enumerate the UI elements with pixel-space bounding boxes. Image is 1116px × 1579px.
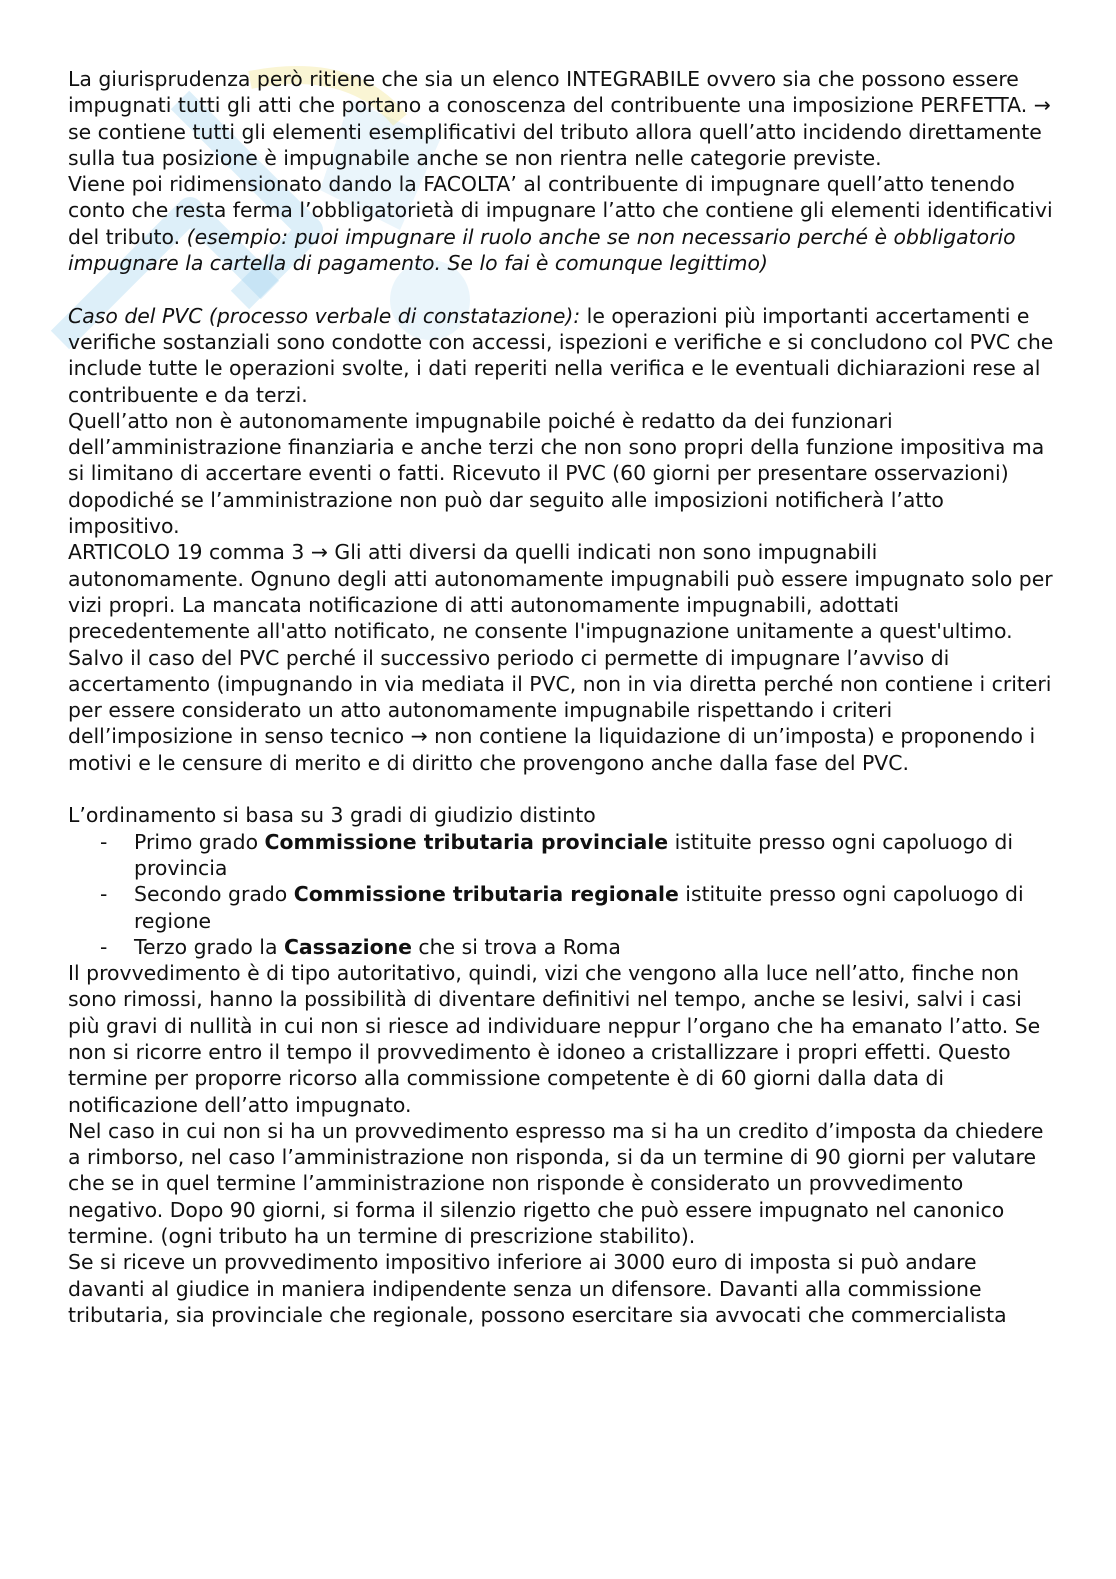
list-item-text: Primo grado bbox=[134, 829, 265, 854]
list-item-text: Terzo grado la bbox=[134, 934, 284, 959]
list-item-bold: Cassazione bbox=[283, 934, 412, 959]
paragraph-heading-italic: Caso del PVC (processo verbale di constatazione): bbox=[68, 303, 581, 328]
paragraph bbox=[68, 171, 1058, 276]
paragraph: Nel caso in cui non si ha un provvedimento espresso ma si ha un credito d’imposta da chiedere a rimborso, nel caso l’amministrazione non risponda, si da un termine di 90 giorni per valutare che se in quel termine l’amministrazione non risponde è considerato un provvedimento negativo. Dopo 90 giorni, si forma il silenzio rigetto che può essere impugnato nel canonico termine. (ogni tributo ha un termine di prescrizione stabilito). bbox=[68, 1118, 1044, 1249]
list-item bbox=[68, 934, 1058, 960]
list-item-bold: Commissione tributaria provinciale bbox=[264, 829, 669, 854]
list-dash: - bbox=[100, 882, 108, 907]
list-item-text: istituite presso ogni capoluogo di provincia bbox=[134, 829, 1013, 880]
list-item-text: Secondo grado bbox=[134, 882, 294, 907]
list-dash: - bbox=[100, 934, 108, 959]
blank-line bbox=[68, 276, 1058, 302]
paragraph bbox=[68, 303, 1058, 408]
paragraph-text: le operazioni più importanti accertamenti e verifiche sostanziali sono condotte con accessi, ispezioni e verifiche e si concludono col PVC che include tutte le operazioni svolte, i dati reperiti nella verifica e le eventuali dichiarazioni rese al contribuente e da terzi. bbox=[68, 303, 1054, 407]
paragraph-text: Viene poi ridimensionato dando la FACOLTA’ al contribuente di impugnare quell’atto tenendo conto che resta ferma l’obbligatorietà di impugnare l’atto che contiene gli elementi identificativi del tributo. bbox=[68, 172, 1053, 249]
paragraph: ARTICOLO 19 comma 3 → Gli atti diversi da quelli indicati non sono impugnabili autonomamente. Ognuno degli atti autonomamente impugnabili può essere impugnato solo per vizi propri. La mancata notificazione di atti autonomamente impugnabili, adottati precedentemente all'atto notificato, ne consente l'impugnazione unitamente a quest'ultimo. bbox=[68, 540, 1053, 644]
paragraph: La giurisprudenza però ritiene che sia un elenco INTEGRABILE ovvero sia che possono essere impugnati tutti gli atti che portano a conoscenza del contribuente una imposizione PERFETTA. → se contiene tutti gli elementi esemplificativi del tributo allora quell’atto incidendo direttamente sulla tua posizione è impugnabile anche se non rientra nelle categorie previste. bbox=[68, 67, 1051, 170]
list-item-text: che si trova a Roma bbox=[411, 934, 621, 959]
list-item bbox=[68, 829, 1058, 882]
list-item-text: istituite presso ogni capoluogo di regione bbox=[134, 882, 1024, 933]
list-item bbox=[68, 881, 1058, 934]
paragraph: Il provvedimento è di tipo autoritativo, quindi, vizi che vengono alla luce nell’atto, finche non sono rimossi, hanno la possibilità di diventare definitivi nel tempo, anche se lesivi, salvi i casi più gravi di nullità in cui non si riesce ad individuare neppur l’organo che ha emanato l’atto. Se non si ricorre entro il tempo il provvedimento è idoneo a cristallizzare i propri effetti. Questo termine per proporre ricorso alla commissione competente è di 60 giorni dalla data di notificazione dell’atto impugnato. bbox=[68, 961, 1041, 1117]
paragraph: Salvo il caso del PVC perché il successivo periodo ci permette di impugnare l’avviso di accertamento (impugnando in via mediata il PVC, non in via diretta perché non contiene i criteri per essere considerato un atto autonomamente impugnabile rispettando i criteri dell’imposizione in senso tecnico → non contiene la liquidazione di un’imposta) e proponendo i motivi e le censure di merito e di diritto che provengono anche dalla fase del PVC. bbox=[68, 645, 1052, 775]
paragraph: Quell’atto non è autonomamente impugnabile poiché è redatto da dei funzionari dell’amministrazione finanziaria e anche terzi che non sono propri della funzione impositiva ma si limitano di accertare eventi o fatti. Ricevuto il PVC (60 giorni per presentare osservazioni) dopodiché se l’amministrazione non può dar seguito alle imposizioni notificherà l’atto impositivo. bbox=[68, 408, 1045, 539]
blank-line bbox=[68, 776, 1058, 802]
list-item-bold: Commissione tributaria regionale bbox=[293, 882, 679, 907]
paragraph-example-italic: (esempio: puoi impugnare il ruolo anche se non necessario perché è obbligatorio impugnare la cartella di pagamento. Se lo fai è comunque legittimo) bbox=[68, 224, 1016, 276]
grades-list bbox=[68, 829, 1058, 960]
document-page bbox=[68, 66, 1058, 1328]
paragraph: Se si riceve un provvedimento impositivo inferiore ai 3000 euro di imposta si può andare davanti al giudice in maniera indipendente senza un difensore. Davanti alla commissione tributaria, sia provinciale che regionale, possono esercitare sia avvocati che commercialista bbox=[68, 1250, 1007, 1327]
list-dash: - bbox=[100, 829, 108, 854]
paragraph: L’ordinamento si basa su 3 gradi di giudizio distinto bbox=[68, 803, 596, 828]
